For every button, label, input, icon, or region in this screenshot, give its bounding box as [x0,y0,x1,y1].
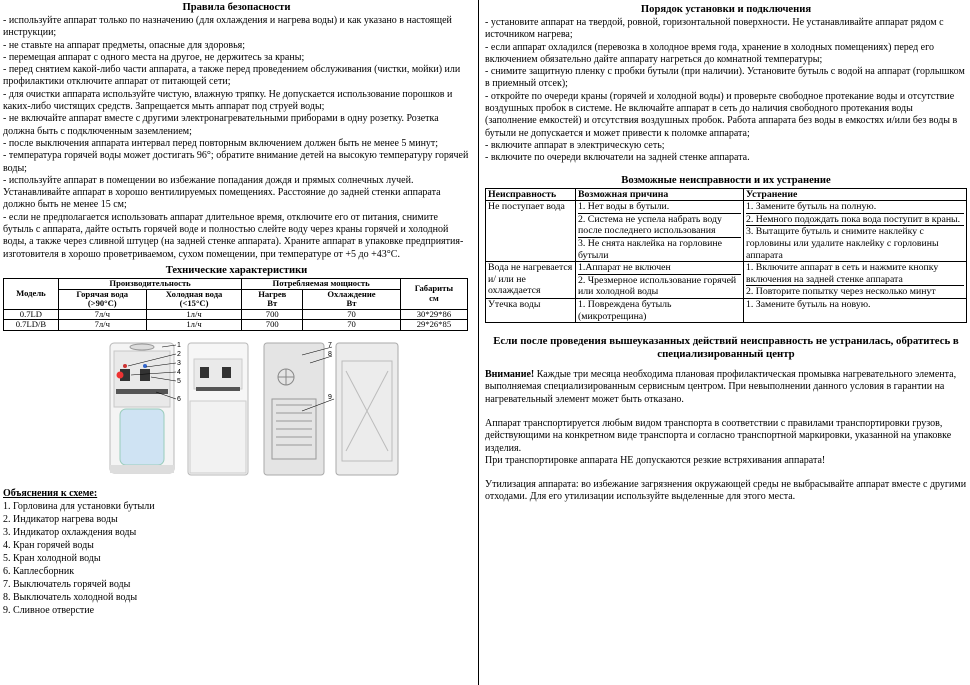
cause-item: 2. Система не успела набрать воду после последнего использования [578,214,741,238]
callout-3: 3 [177,359,181,367]
cooler-diagram [106,341,406,478]
callout-6: 6 [177,395,181,403]
tech-title: Технические характеристики [165,264,308,276]
faults-table [485,188,967,324]
callout-4: 4 [177,368,181,376]
fault-cell: Вода не нагревается и/ или не охлаждается [486,262,576,299]
legend-item: 1. Горловина для установки бутыли [3,500,155,512]
safety-rule: - не включайте аппарат вместе с другими электронагревательными приборами в одну розетку. Розетка должна быть с подключенным заземлением; [3,113,439,137]
tech-cool-unit: Вт [346,298,357,309]
install-steps [485,17,967,165]
safety-rule: - используйте аппарат только по назначению (для охлаждения и нагрева воды) и как указано в настоящей инструкции; [3,15,452,39]
fix-item: 2. Повторите попытку через несколько минут [746,286,936,298]
transport-warning: При транспортировке аппарата НЕ допускаются резкие встряхивания аппарата! [485,454,826,466]
tech-dims-unit: см [429,292,439,303]
tech-cell-cold: 1л/ч [146,320,242,331]
tech-header-hot [58,289,146,309]
fault-cell: Не поступает вода [486,201,576,262]
faults-header-fix: Устранение [744,188,967,201]
tech-heat-label: Нагрев [258,288,287,299]
attention-label: Внимание! [485,369,535,381]
service-center-notice: Если после проведения вышеуказанных действий неисправность не устранилась, обратитесь в специализированный центр [493,335,959,361]
tech-cell-cool: 70 [303,309,401,320]
attention-text: Каждые три месяца необходима плановая профилактическая промывка нагревательного элемента, выполняемая специализированным сервисным центром. При невыполнении данного условия в гарантии на нагревательный элемент может быть отказано. [485,369,957,405]
legend-item: 5. Кран холодной воды [3,552,101,564]
legend-item: 2. Индикатор нагрева воды [3,513,118,525]
fix-cell [744,262,967,299]
tech-cell-hot: 7л/ч [58,309,146,320]
right-column [485,0,967,504]
safety-rules [3,15,470,261]
tech-cell-dims: 29*26*85 [400,320,467,331]
faults-header-cause: Возможная причина [576,188,744,201]
table-row [486,298,967,322]
callout-5: 5 [177,377,181,385]
callout-1: 1 [177,341,181,349]
tech-cold-sub: (<15°С) [179,298,209,309]
cause-cell [576,262,744,299]
install-step: - включите по очереди включатели на задней стенке аппарата. [485,152,750,164]
tech-cell-dims: 30*29*86 [400,309,467,320]
table-row [486,201,967,262]
safety-rule: - если не предполагается использовать аппарат длительное время, отключите его от питания, снимите бутыль с аппарата, дайте остыть горячей воде и полностью слейте воду через краны горячей и холодной воды, а также через сливной штуцер (на задней стенке аппарата). Храните аппарат в упаковке предприятия-изготовителя в хорошо проветриваемом, сухом помещении, при температуре от +5 до +43°С. [3,211,464,260]
legend-item: 6. Каплесборник [3,565,75,577]
install-step: - включите аппарат в электрическую сеть; [485,139,665,151]
safety-rule: - температура горячей воды может достигать 96°; обратите внимание детей на высокую температуру горячей воды; [3,150,469,174]
legend-item: 9. Сливное отверстие [3,604,95,616]
left-column [3,0,470,617]
fix-item: 3. Вытащите бутыль и снимите наклейку с горловины или удалите наклейку с горловины аппарата [746,226,939,261]
tech-cold-label: Холодная вода [165,288,223,299]
tech-heat-unit: Вт [267,298,278,309]
callout-2: 2 [177,350,181,358]
tech-cell-heat: 700 [242,320,303,331]
fix-cell: 1. Замените бутыль на новую. [744,298,967,322]
table-row [4,320,468,331]
install-step: - откройте по очереди краны (горячей и холодной воды) и проверьте свободное протекание воды и отсутствие воздушных пробок в системе. Не включайте аппарат в сеть до наличия свободного протекания воды (заполнение емкостей) и отсутствия воздушных пробок. Работа аппарата без воды в емкостях и/или без воды в бутыли не допускается и может привести к поломке аппарата; [485,90,958,139]
safety-rule: - перед снятием какой-либо части аппарата, а также перед проведением обслуживания (чистки, мойки) или профилактики отключите аппарат от питающей сети; [3,64,461,88]
tech-cell-hot: 7л/ч [58,320,146,331]
legend-title: Объяснения к схеме: [3,487,98,499]
tech-header-dims [400,278,467,309]
faults-header-fault: Неисправность [486,188,576,201]
tech-cell-cool: 70 [303,320,401,331]
tech-header-model: Модель [4,278,59,309]
callout-7: 7 [328,341,332,349]
callout-8: 8 [328,350,332,358]
safety-rule: - не ставьте на аппарат предметы, опасные для здоровья; [3,39,246,51]
tech-hot-label: Горячая вода [76,288,129,299]
faults-title: Возможные неисправности и их устранение [621,174,831,186]
fix-cell [744,201,967,262]
legend-item: 7. Выключатель горячей воды [3,578,131,590]
table-row [486,262,967,299]
column-divider [478,0,479,685]
safety-title: Правила безопасности [182,2,291,13]
safety-rule: - перемещая аппарат с одного места на другое, не держитесь за краны; [3,51,305,63]
disposal-note [485,479,967,504]
install-title: Порядок установки и подключения [640,4,812,15]
legend-item: 8. Выключатель холодной воды [3,591,138,603]
cooler-side-view [336,343,398,475]
callout-9: 9 [328,393,332,401]
tech-dims-label: Габариты [414,283,454,294]
install-step: - снимите защитную пленку с пробки бутыли (при наличии). Установите бутыль с водой на аппарат (горлышком в приемный отсек); [485,66,965,90]
transport-note [485,418,967,467]
cause-cell: 1. Повреждена бутыль (микротрещина) [576,298,744,322]
fix-item: 1. Замените бутыль на полную. [746,201,964,214]
fault-cell: Утечка воды [486,298,576,322]
tech-header-cold [146,289,242,309]
cooler-front-view-2 [188,343,248,475]
tech-cell-cold: 1л/ч [146,309,242,320]
fix-item: 1. Включите аппарат в сеть и нажмите кнопку включения на задней стенке аппарата [746,262,964,286]
safety-rule: - после выключения аппарата интервал перед повторным включением должен быть не менее 5 минут; [3,137,439,149]
cooler-back-view [264,343,324,475]
cause-item: 2. Чрезмерное использование горячей или холодной воды [578,274,737,298]
tech-cell-heat: 700 [242,309,303,320]
tech-cell-model: 0.7LD/B [4,320,59,331]
cause-item: 3. Не снята наклейка на горловине бутыли [578,237,722,261]
legend-item: 3. Индикатор охлаждения воды [3,526,137,538]
cooler-diagram-svg [106,341,406,478]
cause-item: 1. Нет воды в бутыли. [578,201,741,214]
tech-cell-model: 0.7LD [4,309,59,320]
tech-header-perf: Производительность [58,278,242,289]
fix-item: 2. Немного подождать пока вода поступит в краны. [746,214,964,227]
tech-header-cool [303,289,401,309]
install-step: - установите аппарат на твердой, ровной, горизонтальной поверхности. Не устанавливайте аппарат рядом с источником нагрева; [485,17,944,41]
diagram-legend [3,487,470,617]
disposal-text: Утилизация аппарата: во избежание загрязнения окружающей среды не выбрасывайте аппарат вместе с другими отходами. Для его утилизации используйте выделенные для этого места. [485,479,967,503]
cause-cell [576,201,744,262]
install-step: - если аппарат охладился (перевозка в холодное время года, хранение в холодных помещениях) перед его включением обязательно дайте аппарату нагреться до комнатной температуры; [485,41,934,65]
safety-rule: - для очистки аппарата используйте чистую, влажную тряпку. Не допускается использование порошков и каких-либо чистящих средств. Запрещается мыть аппарат под струей воды; [3,88,453,113]
table-row [4,309,468,320]
tech-hot-sub: (>90°С) [87,298,117,309]
legend-item: 4. Кран горячей воды [3,539,94,551]
attention-note [485,369,967,406]
transport-text: Аппарат транспортируется любым видом транспорта в соответствии с правилами транспортировки грузов, действующими на конкретном виде транспорта и согласно транспортной маркировки, указанной на упаковке изделия. [485,417,952,454]
tech-cool-label: Охлаждение [327,288,376,299]
cause-item: 1.Аппарат не включен [578,262,741,275]
tech-header-power: Потребляемая мощность [242,278,400,289]
safety-rule: - используйте аппарат в помещении во избежание попадания дождя и прямых солнечных лучей. Устанавливайте аппарат в хорошо вентилируемых помещениях. Расстояние до задней стенки аппарата должно быть не менее 15 см; [3,174,441,211]
tech-header-heat [242,289,303,309]
tech-table [3,278,468,331]
